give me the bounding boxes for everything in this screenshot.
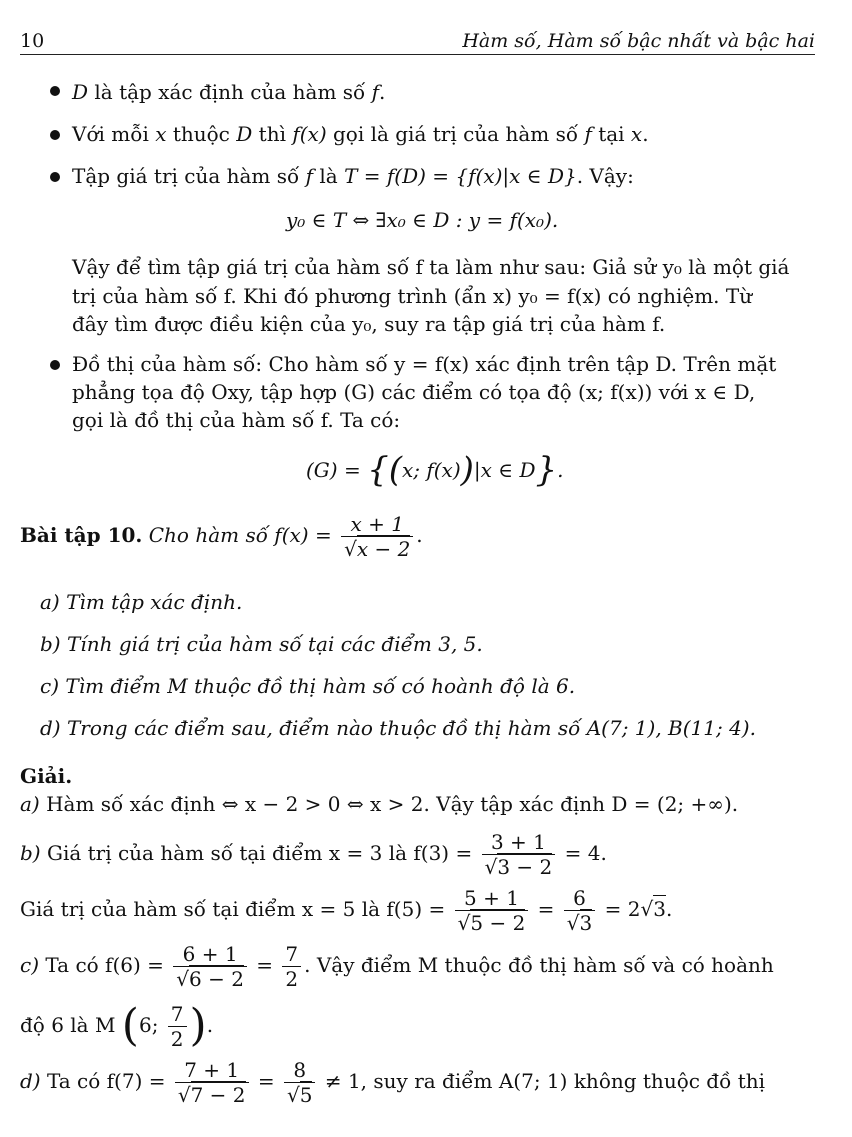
bullet-2: Với mỗi x thuộc D thì f(x) gọi là giá trị của hàm số f tại x. bbox=[72, 122, 649, 146]
fraction: $\frac{x + 1}{√x - 2}$ bbox=[341, 512, 413, 561]
solution-b2: Giá trị của hàm số tại điểm x = 5 là f(5) = $\frac{5 + 1}{√5 - 2}$ = $\frac{6}{√3}$ = 2√3. bbox=[20, 886, 673, 935]
solution-title: Giải. bbox=[20, 764, 73, 788]
bullet-icon bbox=[50, 130, 60, 140]
solution-c1: c) Ta có f(6) = $\frac{6 + 1}{√6 - 2}$ = $\frac{7}{2}$ . Vậy điểm M thuộc đồ thị hàm số và có hoành bbox=[20, 942, 774, 991]
exercise-item: d) Trong các điểm sau, điểm nào thuộc đồ thị hàm số A(7; 1), B(11; 4). bbox=[40, 716, 756, 740]
bullet-icon bbox=[50, 360, 60, 370]
exercise-item: c) Tìm điểm M thuộc đồ thị hàm số có hoành độ là 6. bbox=[40, 674, 576, 698]
solution-c2: độ 6 là M (6; $\frac{7}{2}$ ). bbox=[20, 1000, 214, 1051]
bullet-1: D là tập xác định của hàm số f. bbox=[72, 80, 386, 104]
paragraph-line: gọi là đồ thị của hàm số f. Ta có: bbox=[72, 408, 401, 432]
exercise-item: b) Tính giá trị của hàm số tại các điểm 3, 5. bbox=[40, 632, 483, 656]
exercise-label: Bài tập 10. bbox=[20, 523, 143, 547]
page-number: 10 bbox=[20, 30, 45, 52]
paragraph-line: đây tìm được điều kiện của y₀, suy ra tập giá trị của hàm f. bbox=[72, 312, 666, 336]
solution-b1: b) Giá trị của hàm số tại điểm x = 3 là f(3) = $\frac{3 + 1}{√3 - 2}$ = 4. bbox=[20, 830, 607, 879]
page-header bbox=[20, 28, 815, 55]
exercise-statement: Bài tập 10. Cho hàm số f(x) = $\frac{x + 1}{√x - 2}$ . bbox=[20, 512, 423, 561]
running-title: Hàm số, Hàm số bậc nhất và bậc hai bbox=[462, 30, 815, 52]
paragraph-line: Vậy để tìm tập giá trị của hàm số f ta làm như sau: Giả sử y₀ là một giá bbox=[72, 255, 790, 279]
paragraph-line: Đồ thị của hàm số: Cho hàm số y = f(x) xác định trên tập D. Trên mặt bbox=[72, 352, 777, 376]
exercise-item: a) Tìm tập xác định. bbox=[40, 590, 243, 614]
equation-range: y₀ ∈ T ⇔ ∃x₀ ∈ D : y = f(x₀). bbox=[286, 208, 559, 232]
paragraph-line: phẳng tọa độ Oxy, tập hợp (G) các điểm có tọa độ (x; f(x)) với x ∈ D, bbox=[72, 380, 756, 404]
solution-a: a) Hàm số xác định ⇔ x − 2 > 0 ⇔ x > 2. Vậy tập xác định D = (2; +∞). bbox=[20, 792, 739, 816]
equation-graph: (G) = {(x; f(x))|x ∈ D}. bbox=[306, 450, 564, 490]
solution-d: d) Ta có f(7) = $\frac{7 + 1}{√7 - 2}$ = $\frac{8}{√5}$ ≠ 1, suy ra điểm A(7; 1) không thuộc đồ thị bbox=[20, 1058, 766, 1107]
paragraph-line: trị của hàm số f. Khi đó phương trình (ẩn x) y₀ = f(x) có nghiệm. Từ bbox=[72, 284, 753, 308]
bullet-icon bbox=[50, 86, 60, 96]
bullet-3: Tập giá trị của hàm số f là T = f(D) = {f(x)|x ∈ D}. Vậy: bbox=[72, 164, 634, 188]
bullet-icon bbox=[50, 172, 60, 182]
